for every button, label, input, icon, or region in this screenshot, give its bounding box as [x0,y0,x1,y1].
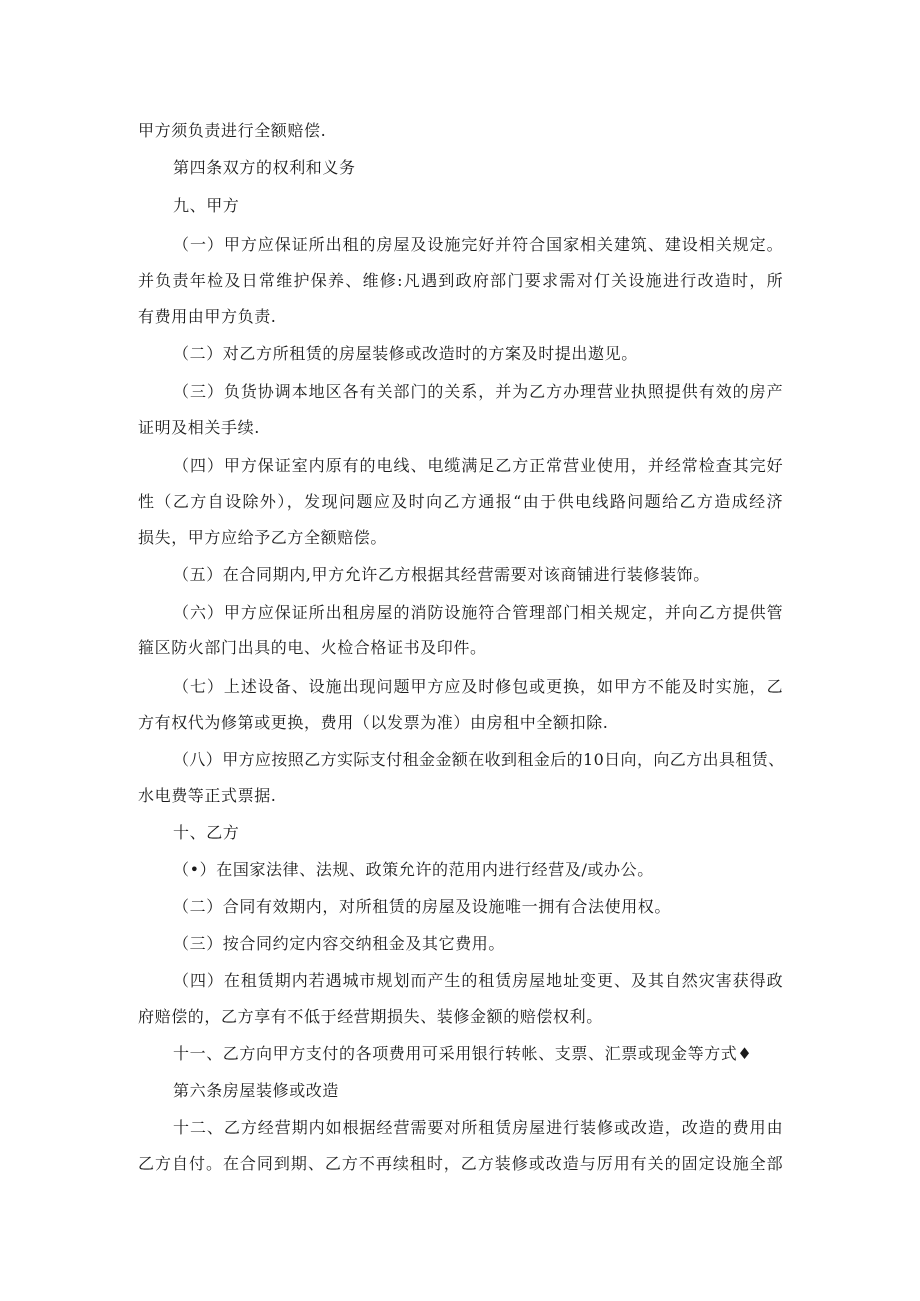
text-line: 乙方自付。在合同到期、乙方不再续租时，乙方装修或改造与厉用有关的固定设施全部 [138,1154,783,1173]
text-line: 有费用由甲方负责. [138,307,277,326]
text-line: 府赔偿的，乙方享有不低于经营期损失、装修金额的赔偿权利。 [138,1007,603,1026]
text-line: 性（乙方自设除外），发现问题应及时向乙方通报“由于供电线路问题给乙方造成经济 [138,492,783,511]
text-line: （三）负货协调本地区各有关部门的关系，并为乙方办理营业执照提供有效的房产 [173,382,783,401]
text-line: （二）合同有效期内，对所租赁的房屋及设施唯一拥有合法使用权。 [173,897,672,916]
text-line: 方有权代为修第或更换，费用（以发票为准）由房租中全额扣除. [138,713,609,732]
text-line: （四）甲方保证室内原有的电线、电缆满足乙方正常营业使用，并经常检查其完好 [173,456,783,475]
section-heading: 第四条双方的权利和义务 [173,158,356,177]
text-line: 甲方须负责进行全额赔偿. [138,121,327,140]
text-line: 十二、乙方经营期内如根据经营需要对所租赁房屋进行装修或改造，改造的费用由 [173,1118,783,1137]
text-line: 十一、乙方向甲方支付的各项费用可采用银行转帐、支票、汇票或现金等方式♦ [173,1044,753,1063]
text-line: （六）甲方应保证所出租房屋的消防设施符合管理部门相关规定，并向乙方提供管 [173,603,783,622]
text-line: （七）上述设备、设施出现问题甲方应及时修包或更换，如甲方不能及时实施，乙 [173,677,783,696]
text-line: （一）甲方应保证所出租的房屋及设施完好并符合国家相关建筑、建设相关规定。 [173,235,783,254]
clause-heading: 十、乙方 [173,823,240,842]
text-line: （•）在国家法律、法规、政策允许的范用内进行经营及/或办公。 [173,860,654,879]
text-line: 损失，甲方应给予乙方全额赔偿。 [138,528,388,547]
text-line: 水电费等正式票据. [138,786,277,805]
text-line: 并负责年检及日常维护保养、维修:凡遇到政府部门要求需对仃关设施进行改造时，所 [138,271,783,290]
text-line: 箍区防火部门出具的电、火检合格证书及印件。 [138,638,487,657]
text-line: （五）在合同期内,甲方允许乙方根据其经营需要对该商铺进行装修装饰。 [173,565,710,584]
text-line: （二）对乙方所租赁的房屋装修或改造时的方案及时提出遨见。 [173,344,638,363]
text-line: （八）甲方应按照乙方实际支付租金金额在收到租金后的10日向，向乙方出具租赁、 [173,750,785,769]
text-line: （四）在租赁期内若遇城市规划而产生的租赁房屋地址变更、及其自然灾害获得政 [173,971,783,990]
section-heading: 第六条房屋装修或改造 [173,1081,340,1100]
text-line: （三）按合同约定内容交纳租金及其它费用。 [173,934,506,953]
text-line: 证明及相关手续. [138,418,260,437]
clause-heading: 九、甲方 [173,196,240,215]
